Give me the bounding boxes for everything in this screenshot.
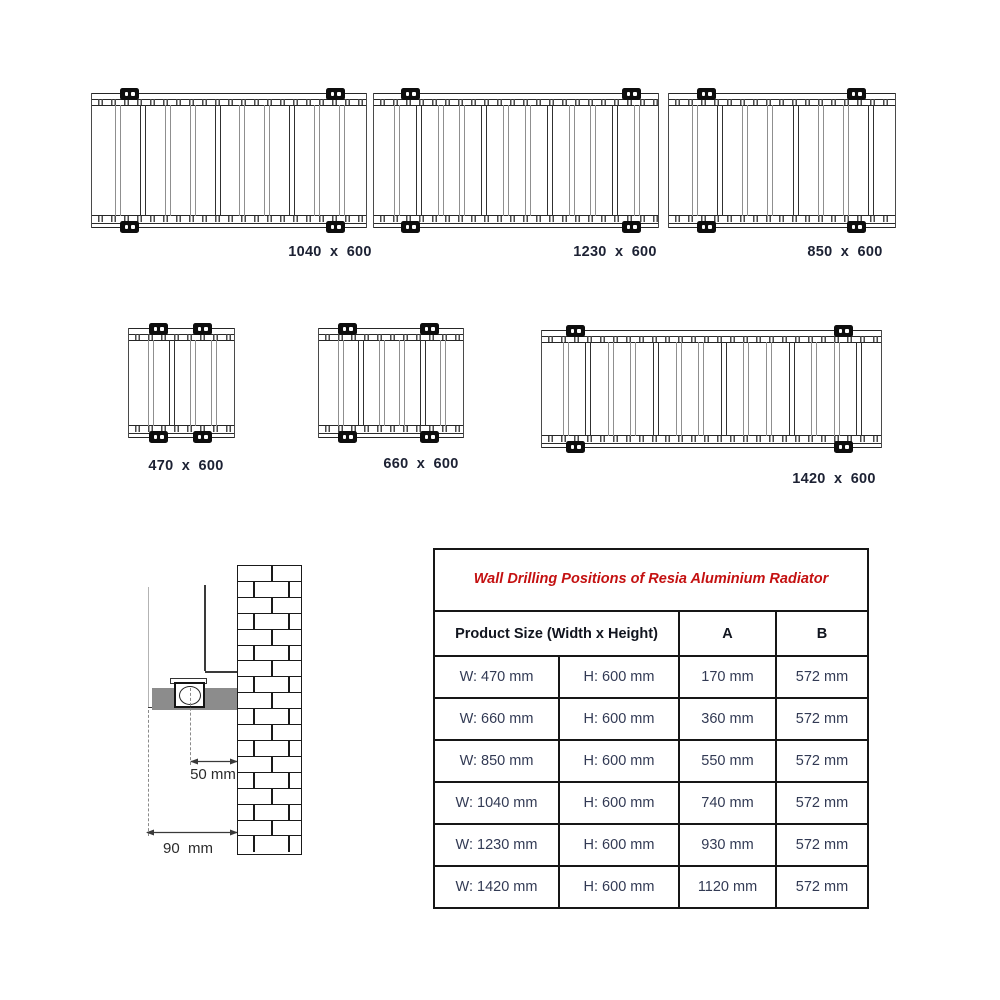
cell-b: 572 mm [776,698,868,740]
bracket-hole-dot [154,327,158,332]
radiator-tube [585,342,591,436]
bracket-hole-dot [425,435,429,440]
radiator-tube [358,340,364,426]
bracket-hole-dot [331,92,335,97]
brick-joint [271,725,273,740]
bracket-hole-dot [571,445,575,450]
mounting-bracket [697,221,716,233]
bracket-hole-dot [349,435,353,440]
bracket-hole-dot [702,92,706,97]
hole-centerline [190,688,191,765]
radiator-tube [314,105,320,216]
radiator-tube [547,105,553,216]
cell-width: W: 1040 mm [434,782,559,824]
bracket-hole-dot [160,327,164,332]
mounting-bracket [193,431,212,443]
cell-height: H: 600 mm [559,698,679,740]
radiator-tube [834,342,840,436]
table-row [434,782,868,824]
cell-a: 360 mm [679,698,776,740]
brick-joint [253,614,255,629]
mounting-bracket [326,88,345,100]
bracket-hole-dot [343,327,347,332]
brick-joint [253,646,255,661]
bracket-hole-dot [571,329,575,334]
radiator-tube [264,105,270,216]
bracket-hole-dot [412,92,416,97]
brick-joint [288,646,290,661]
brick-row [238,693,301,709]
radiator-diagram [91,93,372,260]
mounting-bracket [697,88,716,100]
radiator-tube [608,342,614,436]
table-title: Wall Drilling Positions of Resia Aluminium Radiator [434,549,868,611]
table-row [434,698,868,740]
brick-row [238,741,301,757]
brick-joint [271,566,273,581]
mounting-bracket [834,325,853,337]
radiator-tube [868,105,874,216]
radiator-tube [525,105,531,216]
brick-row [238,789,301,805]
bracket-hole-dot [343,435,347,440]
bracket-hole-dot [852,225,856,230]
radiator-tube [190,105,196,216]
brick-row [238,598,301,614]
brick-joint [271,693,273,708]
mounting-bracket [847,221,866,233]
bracket-hole-dot [633,225,637,230]
bracket-hole-dot [577,329,581,334]
radiator-tube [459,105,465,216]
cell-height: H: 600 mm [559,740,679,782]
radiator-diagram [373,93,659,260]
table-row [434,656,868,698]
radiator-tube [148,340,154,426]
bracket-hole-dot [160,435,164,440]
mounting-bracket [326,221,345,233]
radiator-tube [717,105,723,216]
brick-joint [253,709,255,724]
mounting-bracket [120,88,139,100]
radiator-size-label: 1420 x 600 [792,471,876,487]
mounting-bracket [420,323,439,335]
brick-joint [288,614,290,629]
radiator-size-label: 1040 x 600 [288,244,372,260]
cell-width: W: 1230 mm [434,824,559,866]
radiator-tube [115,105,121,216]
radiator-size-label: 660 x 600 [383,456,459,472]
radiator-tube [440,340,446,426]
brick-row [238,646,301,662]
bracket-hole-dot [204,327,208,332]
cell-b: 572 mm [776,824,868,866]
radiator-tube [811,342,817,436]
radiator-tube [569,105,575,216]
radiator-size-label: 1230 x 600 [573,244,657,260]
radiator-tube [338,340,344,426]
brick-joint [288,677,290,692]
radiator-tube [394,105,400,216]
radiator-tube [612,105,618,216]
profile-to-wall-line [205,671,238,673]
column-header-a: A [679,611,776,656]
bracket-hole-dot [349,327,353,332]
bracket-hole-dot [131,225,135,230]
radiator-diagram [541,330,882,487]
brick-joint [288,836,290,852]
radiator-diagram [128,328,235,474]
mounting-bracket [847,88,866,100]
brick-row [238,805,301,821]
brick-wall [237,565,302,855]
brick-joint [288,805,290,820]
table-row [434,740,868,782]
bracket-hole-dot [702,225,706,230]
mounting-bracket [193,323,212,335]
bracket-hole-dot [125,92,129,97]
radiator-tube [818,105,824,216]
radiator-profile-inner-line [204,585,206,671]
bracket-hole-dot [431,435,435,440]
radiator-bottom-rail [542,435,881,448]
cell-height: H: 600 mm [559,782,679,824]
bracket-hole-dot [708,92,712,97]
mounting-bracket [401,88,420,100]
radiator-tube [211,340,217,426]
radiator-tube [289,105,295,216]
mounting-bracket [120,221,139,233]
bracket-hole-dot [858,92,862,97]
brick-row [238,630,301,646]
bracket-hole-dot [337,92,341,97]
radiator-tube [503,105,509,216]
brick-joint [271,821,273,836]
bracket-hole-dot [331,225,335,230]
bracket-hole-dot [337,225,341,230]
bracket-hole-dot [845,445,849,450]
mounting-bracket [566,441,585,453]
cell-a: 1120 mm [679,866,776,908]
brick-joint [271,598,273,613]
cell-height: H: 600 mm [559,824,679,866]
brick-row [238,566,301,582]
radiator-size-label: 470 x 600 [148,458,224,474]
radiator-tube [140,105,146,216]
cell-width: W: 470 mm [434,656,559,698]
brick-row [238,725,301,741]
radiator-tube [766,342,772,436]
brick-row [238,614,301,630]
cell-b: 572 mm [776,656,868,698]
bracket-hole-dot [154,435,158,440]
radiator-tube [481,105,487,216]
bracket-hole-dot [839,329,843,334]
bracket-hole-dot [858,225,862,230]
brick-joint [271,789,273,804]
cell-height: H: 600 mm [559,866,679,908]
radiator-tube [215,105,221,216]
drilling-positions-table [433,548,869,909]
cell-width: W: 660 mm [434,698,559,740]
mounting-bracket [149,431,168,443]
radiator-tube [856,342,862,436]
bracket-hole-dot [198,435,202,440]
brick-joint [271,757,273,772]
brick-row [238,757,301,773]
cell-b: 572 mm [776,866,868,908]
mounting-bracket [149,323,168,335]
brick-row [238,582,301,598]
brick-joint [253,741,255,756]
radiator-top-rail [129,328,234,341]
bracket-hole-dot [406,92,410,97]
bracket-hole-dot [431,327,435,332]
bracket-hole-dot [412,225,416,230]
radiator-tube [399,340,405,426]
cell-width: W: 850 mm [434,740,559,782]
radiator-tube [634,105,640,216]
wall-mounting-cross-section [130,555,320,875]
table-row [434,866,868,908]
bracket-hole-dot [406,225,410,230]
radiator-tube [743,342,749,436]
radiator-tube [843,105,849,216]
radiator-tube [692,105,698,216]
brick-joint [253,805,255,820]
brick-joint [288,709,290,724]
radiator-bottom-rail [129,425,234,438]
radiator-tube [721,342,727,436]
bracket-hole-dot [633,92,637,97]
cell-b: 572 mm [776,740,868,782]
radiator-tube [416,105,422,216]
dimension-label-50mm: 50 mm [190,766,236,783]
mounting-bracket [622,88,641,100]
bracket-hole-dot [204,435,208,440]
bracket-hole-dot [852,92,856,97]
face-centerline [148,710,149,836]
bracket-hole-dot [845,329,849,334]
radiator-tube [165,105,171,216]
radiator-tube [339,105,345,216]
radiator-tube [630,342,636,436]
cell-height: H: 600 mm [559,656,679,698]
brick-row [238,821,301,837]
radiator-profile-outer-line [148,587,149,707]
bracket-hole-dot [131,92,135,97]
mounting-bracket [566,325,585,337]
bracket-hole-dot [198,327,202,332]
brick-joint [271,630,273,645]
brick-row [238,677,301,693]
bracket-hole-dot [708,225,712,230]
column-header-b: B [776,611,868,656]
brick-row [238,709,301,725]
radiator-tube [767,105,773,216]
radiator-diagram [668,93,896,260]
brick-joint [253,836,255,852]
cell-a: 740 mm [679,782,776,824]
radiator-tube [420,340,426,426]
mounting-bracket [622,221,641,233]
radiator-tube [676,342,682,436]
radiator-tube [742,105,748,216]
cell-a: 550 mm [679,740,776,782]
radiator-tube [563,342,569,436]
bracket-hole-dot [627,225,631,230]
cell-width: W: 1420 mm [434,866,559,908]
table-row [434,824,868,866]
brick-joint [253,582,255,597]
bracket-hole-dot [425,327,429,332]
bracket-hole-dot [627,92,631,97]
mounting-bracket [338,323,357,335]
brick-joint [288,741,290,756]
brick-row [238,661,301,677]
cell-a: 930 mm [679,824,776,866]
brick-joint [288,582,290,597]
radiator-tube [239,105,245,216]
radiator-size-label: 850 x 600 [807,244,883,260]
mounting-bracket [834,441,853,453]
radiator-top-rail [542,330,881,343]
radiator-tube [169,340,175,426]
mounting-bracket [401,221,420,233]
cell-a: 170 mm [679,656,776,698]
column-header-product-size: Product Size (Width x Height) [434,611,679,656]
bracket-hole-dot [125,225,129,230]
radiator-tube [379,340,385,426]
mounting-bracket [420,431,439,443]
radiator-tube [793,105,799,216]
brick-joint [253,677,255,692]
cell-b: 572 mm [776,782,868,824]
dimension-arrow-50mm [188,757,240,766]
radiator-tube [698,342,704,436]
brick-joint [271,661,273,676]
radiator-tube [438,105,444,216]
dimension-label-90mm: 90 mm [162,840,214,857]
dimension-arrow-90mm [144,828,240,837]
brick-row [238,773,301,789]
radiator-tube [789,342,795,436]
mounting-bracket [338,431,357,443]
radiator-tube [190,340,196,426]
brick-joint [288,773,290,788]
bracket-hole-dot [839,445,843,450]
radiator-tube [590,105,596,216]
radiator-diagram [318,328,464,472]
brick-joint [253,773,255,788]
brick-row [238,836,301,852]
radiator-tube [653,342,659,436]
bracket-hole-dot [577,445,581,450]
